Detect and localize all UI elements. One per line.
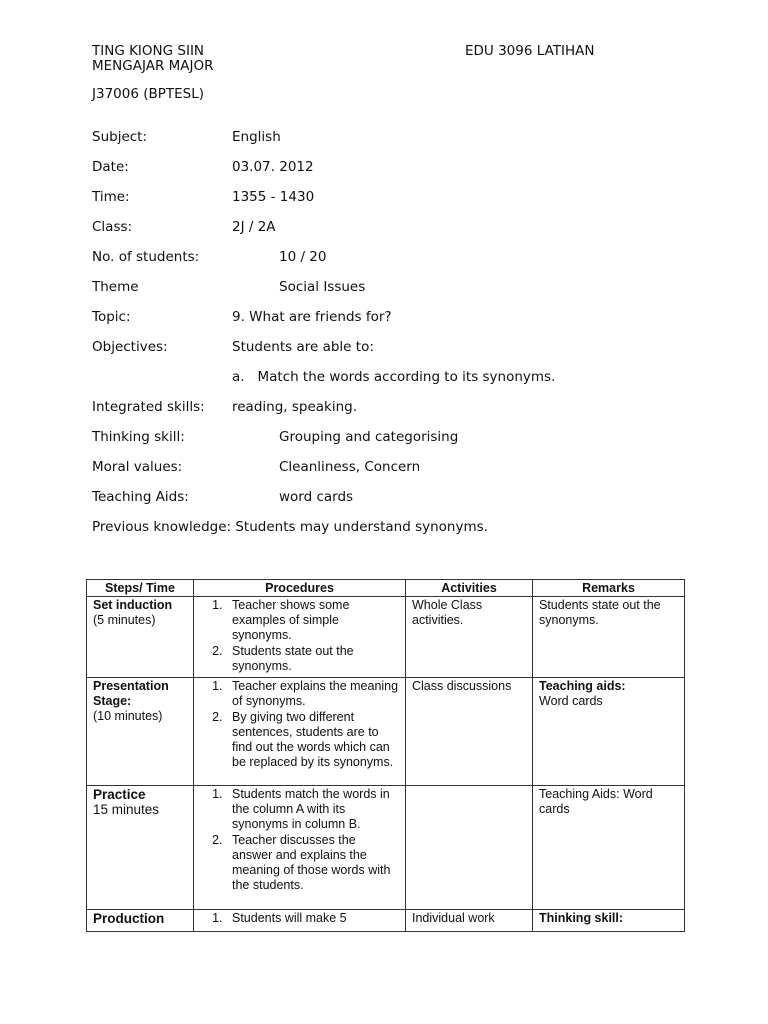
step-cell xyxy=(87,786,194,910)
remarks-text: Word cards xyxy=(539,694,603,708)
lesson-steps-table xyxy=(86,579,685,932)
step-title: Practice xyxy=(93,787,146,802)
table-header-row xyxy=(87,580,685,597)
step-title: Presentation Stage: xyxy=(93,679,169,708)
field-label-time: Time: xyxy=(92,189,130,205)
procedures-cell xyxy=(194,910,406,932)
table-row xyxy=(87,597,685,678)
column-header-procedures: Procedures xyxy=(194,580,406,597)
field-label-integrated-skills: Integrated skills: xyxy=(92,399,205,415)
procedure-item: 1. Teacher shows some examples of simple synonyms. xyxy=(226,598,399,643)
procedure-item: 2. Teacher discusses the answer and explains the meaning of those words with the students. xyxy=(226,833,399,893)
step-title: Production xyxy=(93,911,165,926)
procedure-item: 1. Students match the words in the column A with its synonyms in column B. xyxy=(226,787,399,832)
field-value-teaching-aids: word cards xyxy=(279,489,354,505)
field-label-topic: Topic: xyxy=(92,309,131,325)
activities-cell xyxy=(406,786,533,910)
field-value-time: 1355 - 1430 xyxy=(232,189,315,205)
field-value-thinking-skill: Grouping and categorising xyxy=(279,429,459,445)
field-value-objectives: Students are able to: xyxy=(232,339,374,355)
field-value-topic: 9. What are friends for? xyxy=(232,309,392,325)
field-label-class: Class: xyxy=(92,219,133,235)
activities-cell: Class discussions xyxy=(406,678,533,786)
field-label-moral-values: Moral values: xyxy=(92,459,183,475)
field-value-moral-values: Cleanliness, Concern xyxy=(279,459,421,475)
step-duration: (10 minutes) xyxy=(93,709,163,723)
course-code: EDU 3096 LATIHAN xyxy=(465,43,595,59)
field-value-theme: Social Issues xyxy=(279,279,366,295)
activities-cell: Individual work xyxy=(406,910,533,932)
remarks-text: Students state out the synonyms. xyxy=(539,598,661,627)
remarks-heading: Teaching aids: xyxy=(539,679,626,693)
remarks-heading: Thinking skill: xyxy=(539,911,624,925)
field-value-integrated-skills: reading, speaking. xyxy=(232,399,358,415)
field-value-subject: English xyxy=(232,129,281,145)
table-row xyxy=(87,786,685,910)
field-label-date: Date: xyxy=(92,159,129,175)
step-duration: 15 minutes xyxy=(93,802,160,817)
remarks-cell xyxy=(533,597,685,678)
remarks-cell xyxy=(533,910,685,932)
procedures-cell xyxy=(194,678,406,786)
remarks-text: Teaching Aids: Word cards xyxy=(539,787,653,816)
procedure-item: 2. By giving two different sentences, students are to find out the words which can be replaced by its synonyms. xyxy=(226,710,399,770)
field-label-subject: Subject: xyxy=(92,129,148,145)
procedure-item: 1. Students will make 5 xyxy=(226,911,399,926)
step-cell xyxy=(87,678,194,786)
step-duration: (5 minutes) xyxy=(93,613,156,627)
field-value-date: 03.07. 2012 xyxy=(232,159,314,175)
column-header-steps: Steps/ Time xyxy=(87,580,194,597)
column-header-remarks: Remarks xyxy=(533,580,685,597)
step-title: Set induction xyxy=(93,598,173,612)
field-label-students: No. of students: xyxy=(92,249,200,265)
step-cell xyxy=(87,597,194,678)
procedures-cell xyxy=(194,786,406,910)
step-cell xyxy=(87,910,194,932)
field-value-students: 10 / 20 xyxy=(279,249,327,265)
remarks-cell xyxy=(533,786,685,910)
author-name: TING KIONG SIIN xyxy=(92,43,205,59)
field-label-thinking-skill: Thinking skill: xyxy=(92,429,185,445)
student-id: J37006 (BPTESL) xyxy=(92,86,205,102)
procedure-item: 1. Teacher explains the meaning of synonyms. xyxy=(226,679,399,709)
field-label-theme: Theme xyxy=(92,279,139,295)
program-name: MENGAJAR MAJOR xyxy=(92,58,214,74)
column-header-activities: Activities xyxy=(406,580,533,597)
previous-knowledge: Previous knowledge: Students may understand synonyms. xyxy=(92,519,488,535)
objective-item-a: a. Match the words according to its synonyms. xyxy=(232,369,556,385)
procedure-item: 2. Students state out the synonyms. xyxy=(226,644,399,674)
table-row xyxy=(87,678,685,786)
activities-cell: Whole Class activities. xyxy=(406,597,533,678)
procedures-cell xyxy=(194,597,406,678)
field-label-objectives: Objectives: xyxy=(92,339,168,355)
field-label-teaching-aids: Teaching Aids: xyxy=(92,489,189,505)
remarks-cell xyxy=(533,678,685,786)
field-value-class: 2J / 2A xyxy=(232,219,276,235)
table-row xyxy=(87,910,685,932)
